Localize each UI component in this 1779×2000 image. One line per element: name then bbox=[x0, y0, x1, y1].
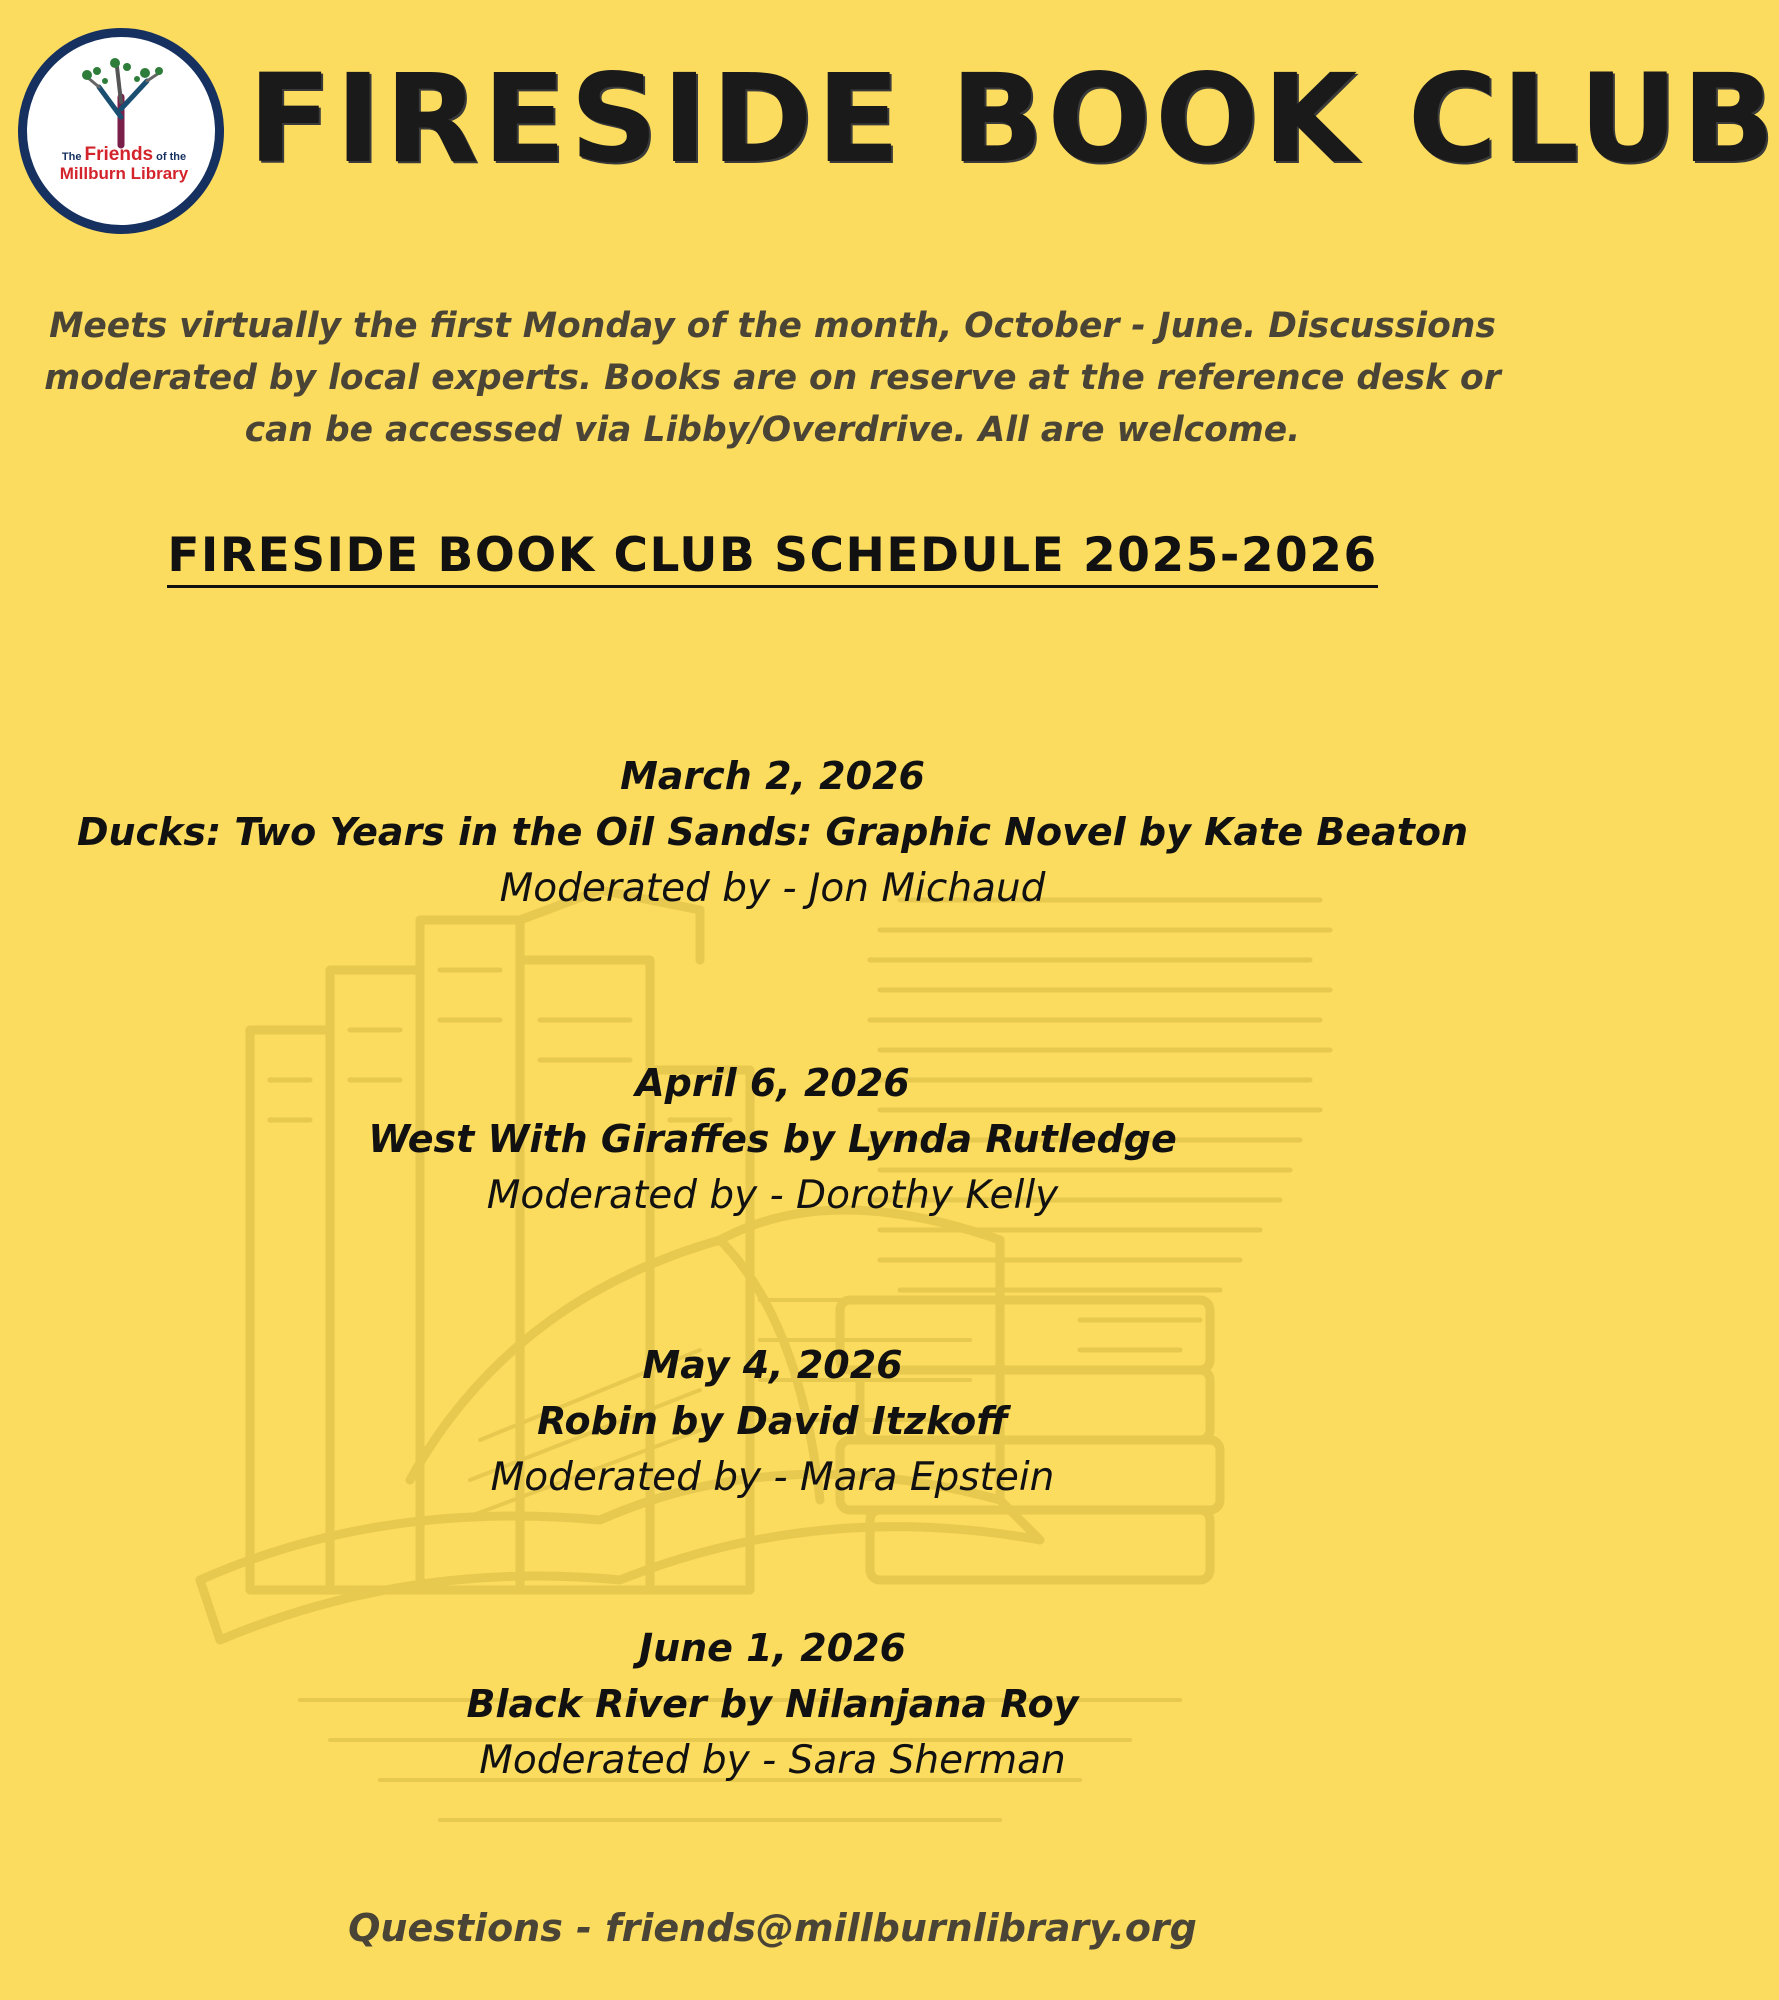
event-item bbox=[0, 1055, 1545, 1225]
event-item bbox=[0, 1620, 1545, 1790]
tree-icon bbox=[27, 37, 215, 225]
logo-library-name: Millburn Library bbox=[59, 163, 189, 183]
contact-footer: Questions - friends@millburnlibrary.org bbox=[348, 1906, 1197, 1950]
logo-text bbox=[45, 145, 203, 183]
event-moderator: Moderated by - Sara Sherman bbox=[479, 1738, 1066, 1783]
event-book: Ducks: Two Years in the Oil Sands: Graphic Novel by Kate Beaton bbox=[76, 810, 1469, 854]
schedule-heading-text: FIRESIDE BOOK CLUB SCHEDULE 2025-2026 bbox=[167, 528, 1377, 588]
logo-prefix: The bbox=[61, 151, 85, 163]
event-book: West With Giraffes by Lynda Rutledge bbox=[368, 1117, 1177, 1161]
event-moderator: Moderated by - Mara Epstein bbox=[490, 1455, 1055, 1500]
event-moderator: Moderated by - Dorothy Kelly bbox=[486, 1173, 1059, 1218]
event-book: Robin by David Itzkoff bbox=[537, 1399, 1008, 1443]
page-title: FIRESIDE BOOK CLUB bbox=[248, 48, 1779, 190]
event-item bbox=[0, 1337, 1545, 1507]
event-date: April 6, 2026 bbox=[635, 1061, 910, 1105]
event-moderator: Moderated by - Jon Michaud bbox=[499, 866, 1046, 911]
schedule-heading bbox=[0, 528, 1545, 583]
friends-logo bbox=[18, 28, 224, 234]
logo-friends: Friends bbox=[84, 144, 154, 165]
event-book: Black River by Nilanjana Roy bbox=[466, 1682, 1079, 1726]
event-date: March 2, 2026 bbox=[620, 754, 925, 798]
event-date: June 1, 2026 bbox=[638, 1626, 907, 1670]
intro-text: Meets virtually the first Monday of the month, October - June. Discussions moderated by local experts. Books are on reserve at the reference desk or can be accessed via Libby/Overdrive. All are welcome. bbox=[44, 306, 1501, 450]
event-date: May 4, 2026 bbox=[642, 1343, 903, 1387]
logo-suffix: of the bbox=[153, 151, 187, 163]
event-item bbox=[0, 748, 1545, 918]
